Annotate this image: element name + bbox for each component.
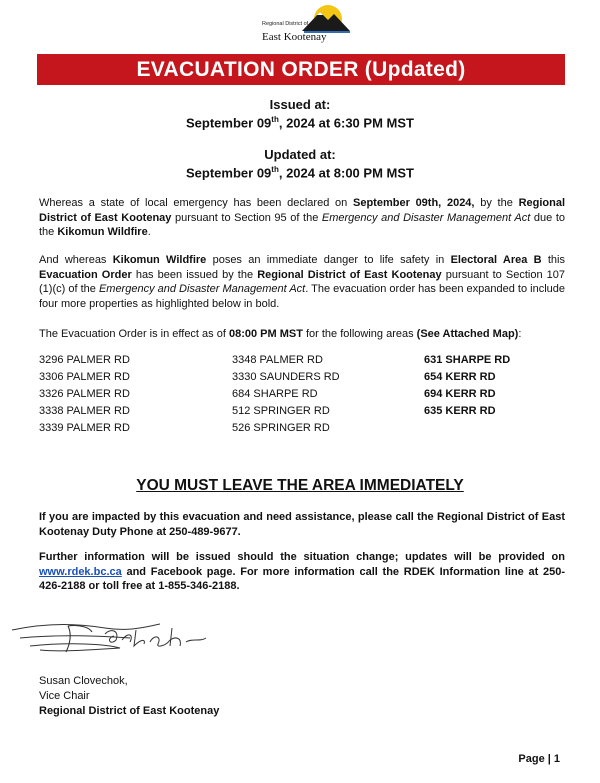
- issued-date: September 09th, 2024 at 6:30 PM MST: [186, 115, 414, 131]
- address-item: 3326 PALMER RD: [39, 388, 130, 400]
- address-item: 3338 PALMER RD: [39, 405, 130, 417]
- address-item: 684 SHARPE RD: [232, 388, 318, 400]
- issued-label: Issued at:: [269, 97, 331, 112]
- address-item-new: 635 KERR RD: [424, 405, 496, 417]
- updated-label: Updated at:: [264, 147, 336, 162]
- page-number: Page | 1: [518, 753, 560, 765]
- leave-immediately-heading: YOU MUST LEAVE THE AREA IMMEDIATELY: [136, 477, 464, 494]
- address-item: 526 SPRINGER RD: [232, 422, 330, 434]
- address-item: 512 SPRINGER RD: [232, 405, 330, 417]
- signatory-name: Susan Clovechok,: [39, 675, 128, 687]
- rdek-website-link[interactable]: www.rdek.bc.ca: [39, 565, 122, 578]
- address-column-1: [39, 352, 130, 437]
- address-item-new: 654 KERR RD: [424, 371, 496, 383]
- address-item-new: 631 SHARPE RD: [424, 354, 511, 366]
- address-column-2: [232, 352, 340, 437]
- signatory-org: Regional District of East Kootenay: [39, 705, 220, 717]
- assistance-paragraph: If you are impacted by this evacuation and need assistance, please call the Regional District of East Kootenay Duty Phone at 250-489-9677.: [39, 511, 565, 538]
- address-item: 3306 PALMER RD: [39, 371, 130, 383]
- danger-paragraph: And whereas Kikomun Wildfire poses an immediate danger to life safety in Electoral Area B this Evacuation Order has been issued by the Regional District of East Kootenay pursuant to Section 107 (1)(c) of the Emergency and Disaster Management Act. The evacuation order has been expanded to include four more properties as highlighted below in bold.: [39, 254, 566, 310]
- logo-big-text: East Kootenay: [262, 31, 327, 43]
- updated-date: September 09th, 2024 at 8:00 PM MST: [186, 165, 414, 181]
- logo-small-text: Regional District of: [262, 21, 309, 27]
- address-item: 3330 SAUNDERS RD: [232, 371, 340, 383]
- address-item: 3348 PALMER RD: [232, 354, 323, 366]
- effective-paragraph: The Evacuation Order is in effect as of 08:00 PM MST for the following areas (See Attached Map):: [39, 328, 522, 340]
- address-item-new: 694 KERR RD: [424, 388, 496, 400]
- evacuation-order-banner: EVACUATION ORDER (Updated): [37, 54, 565, 85]
- signatory-title: Vice Chair: [39, 690, 90, 702]
- address-column-3-new: [424, 352, 510, 420]
- handwritten-signature: [10, 612, 220, 662]
- address-item: 3296 PALMER RD: [39, 354, 130, 366]
- declaration-paragraph: Whereas a state of local emergency has been declared on September 09th, 2024, by the Regional District of East Kootenay pursuant to Section 95 of the Emergency and Disaster Management Act due to the Kikomun Wildfire.: [39, 197, 566, 238]
- rdek-logo: [262, 4, 352, 50]
- further-info-paragraph: Further information will be issued should the situation change; updates will be provided on www.rdek.bc.ca and Facebook page. For more information call the RDEK Information line at 250-426-2188 or toll free at 1-855-346-2188.: [39, 551, 565, 592]
- address-item: 3339 PALMER RD: [39, 422, 130, 434]
- signatory-block: [39, 674, 565, 719]
- mountain-sun-icon: [262, 4, 352, 34]
